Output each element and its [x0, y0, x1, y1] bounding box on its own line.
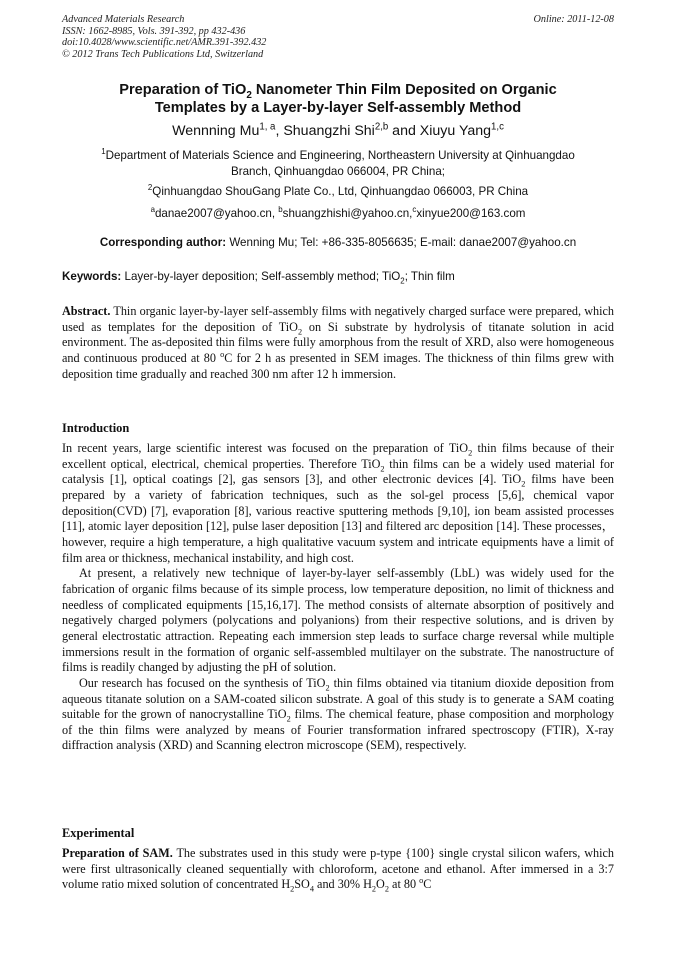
author-list: [62, 122, 614, 140]
affiliation-1: [62, 148, 614, 179]
abstract-paragraph: [62, 304, 614, 382]
intro-text: Our research has focused on the synthesis of TiO: [79, 675, 326, 690]
title-text: Nanometer Thin Film Deposited on Organic: [251, 82, 557, 98]
intro-text: thin films because of their excellent optical, electrical, chemical properties. Therefore TiO: [62, 441, 614, 471]
intro-subscript: 2: [380, 464, 385, 474]
affil-text: Department of Materials Science and Engineering, Northeastern University at Qinhuangdao: [105, 149, 575, 162]
title-text: Preparation of TiO: [119, 82, 247, 98]
intro-subscript: 2: [521, 479, 526, 489]
author-name: , Shuangzhi Shi: [275, 123, 375, 139]
online-date: Online: 2011-12-08: [533, 14, 614, 25]
experimental-text: C: [423, 877, 432, 892]
experimental-text: at 80: [388, 877, 420, 892]
intro-text: films. The chemical feature, phase composition and morphology of the thin films were analyzed by means of Fourier transformation infrared spectroscopy (FTIR), X-ray diffraction analysis (XRD) and Scanning electron microscope (SEM), respectively.: [62, 707, 614, 753]
abstract-text: C for 2 h as presented in SEM images. The thickness of thin films grew with deposition time gradually and reached 300 nm after 12 h immersion.: [62, 350, 615, 381]
journal-name: Advanced Materials Research: [62, 14, 185, 25]
email-link[interactable]: shuangzhishi@yahoo.cn,: [282, 207, 413, 220]
keywords-subscript: 2: [400, 276, 405, 286]
affil-mark: 2: [147, 183, 153, 193]
experimental-text: and 30% H: [314, 877, 372, 892]
experimental-text: O: [376, 877, 385, 892]
intro-subscript: 2: [286, 714, 291, 724]
title-line-2: Templates by a Layer-by-layer Self-assembly Method: [154, 100, 522, 116]
journal-header: [62, 14, 614, 60]
keywords-label: Keywords:: [62, 270, 122, 283]
subsection-lead: Preparation of SAM.: [62, 846, 173, 860]
abstract-superscript: o: [220, 349, 225, 359]
email-link[interactable]: danae2007@yahoo.cn,: [154, 207, 279, 220]
title-subscript: 2: [246, 89, 252, 101]
affiliation-2: [62, 184, 614, 200]
corresponding-text: Wenning Mu; Tel: +86-335-8056635; E-mail: danae2007@yahoo.cn: [226, 236, 577, 249]
keywords-text: Layer-by-layer deposition; Self-assembly method; TiO: [121, 270, 401, 283]
keywords-text: ; Thin film: [404, 270, 455, 283]
intro-subscript: 2: [325, 683, 330, 693]
author-affil-mark: 1, a: [259, 121, 276, 133]
abstract-text: Thin organic layer-by-layer self-assembly films with negatively charged surface were prepared, which used as templates for the deposition of TiO: [62, 304, 614, 334]
email-list: [62, 206, 614, 222]
experimental-text: SO: [294, 877, 310, 892]
experimental-text: The substrates used in this study were p-type {100} single crystal silicon wafers, which were first ultrasonically cleaned sequentially with chloroform, acetone and ethanol. After immersed in a 3:7 volume ratio mixed solution of concentrated H: [62, 846, 614, 892]
author-affil-mark: 1,c: [491, 121, 504, 133]
intro-text: films have been prepared by a variety of fabrication techniques, such as the sol-gel process [5,6], chemical vapor deposition(CVD) [7], evaporation [8], various reactive sputtering methods [9,10], ion beam assisted processes [11], atomic layer deposition [12], pulse laser deposition [13] and filtered arc deposition [14]. These processes，however, require a high temperature, a high qualitative vacuum system and intricate equipments have a limit of film area or thickness, mechanical instability, and high cost.: [62, 472, 614, 565]
experimental-paragraph: [62, 846, 614, 893]
affil-text: Qinhuangdao ShouGang Plate Co., Ltd, Qinhuangdao 066003, PR China: [152, 185, 529, 198]
issn-line: ISSN: 1662-8985, Vols. 391-392, pp 432-436: [62, 25, 246, 37]
email-mark: a: [150, 205, 155, 215]
intro-paragraph-2: At present, a relatively new technique of layer-by-layer self-assembly (LbL) was widely used for the fabrication of organic films because of its simple process, low temperature deposition, no limit of thickness and needless of complicated equipments [15,16,17]. The method consists of alternate absorption of positively and negatively charged polymers (polycations and polyanions) from their respective solutions, and is driven by general electrostatic attraction. Repeating each immersion step leads to surface charge reversal while multiple immersions result in the formation of organic self-assembled multilayer on the substrate. The nanostructure of films is readily changed by adjusting the pH of solution.: [62, 566, 614, 675]
intro-paragraph-1: [62, 441, 614, 566]
intro-text: In recent years, large scientific interest was focused on the preparation of TiO: [62, 441, 469, 455]
intro-subscript: 2: [468, 448, 473, 458]
email-mark: b: [278, 205, 283, 215]
experimental-superscript: o: [419, 876, 424, 886]
intro-paragraph-3: [62, 676, 614, 754]
experimental-subscript: 2: [371, 884, 377, 894]
corresponding-author: [62, 235, 614, 250]
section-heading-experimental: Experimental: [62, 826, 135, 840]
affil-text: Branch, Qinhuangdao 066004, PR China;: [231, 164, 445, 178]
email-mark: c: [412, 205, 417, 215]
keywords: [62, 269, 614, 284]
experimental-subscript: 2: [384, 884, 389, 894]
experimental-subscript: 2: [290, 884, 295, 894]
intro-text: thin films can be a widely used material for catalysis [1], optical coatings [2], gas sensors [3], and other electronic devices [4]. TiO: [62, 456, 614, 487]
introduction-body: [62, 441, 614, 754]
author-name: and Xiuyu Yang: [388, 123, 492, 139]
author-name: Wennning Mu: [172, 123, 260, 139]
doi-line[interactable]: doi:10.4028/www.scientific.net/AMR.391-392.432: [62, 37, 267, 49]
experimental-subscript: 4: [309, 884, 314, 894]
abstract-subscript: 2: [297, 327, 303, 337]
paper-title: [62, 81, 614, 117]
corresponding-label: Corresponding author:: [99, 236, 227, 249]
affil-mark: 1: [101, 147, 106, 157]
abstract-label: Abstract.: [62, 304, 111, 318]
title-line-1: [62, 81, 614, 99]
experimental-body: [62, 846, 614, 893]
email-link[interactable]: xinyue200@163.com: [416, 207, 526, 220]
intro-text: thin films obtained via titanium dioxide deposition from aqueous titanate solution on a SAM-coated silicon substrate. A goal of this study is to generate a SAM coating suitable for the grown of nanocrystalline TiO: [62, 675, 614, 722]
author-affil-mark: 2,b: [374, 121, 389, 133]
copyright-line: © 2012 Trans Tech Publications Ltd, Switzerland: [62, 48, 264, 60]
abstract: [62, 304, 614, 382]
section-heading-introduction: Introduction: [62, 421, 130, 435]
abstract-text: on Si substrate by hydrolysis of titanate solution in acid environment. The as-deposited thin films were fully amorphous from the result of XRD, also were homogeneous and continuous produced at 80: [62, 319, 614, 365]
